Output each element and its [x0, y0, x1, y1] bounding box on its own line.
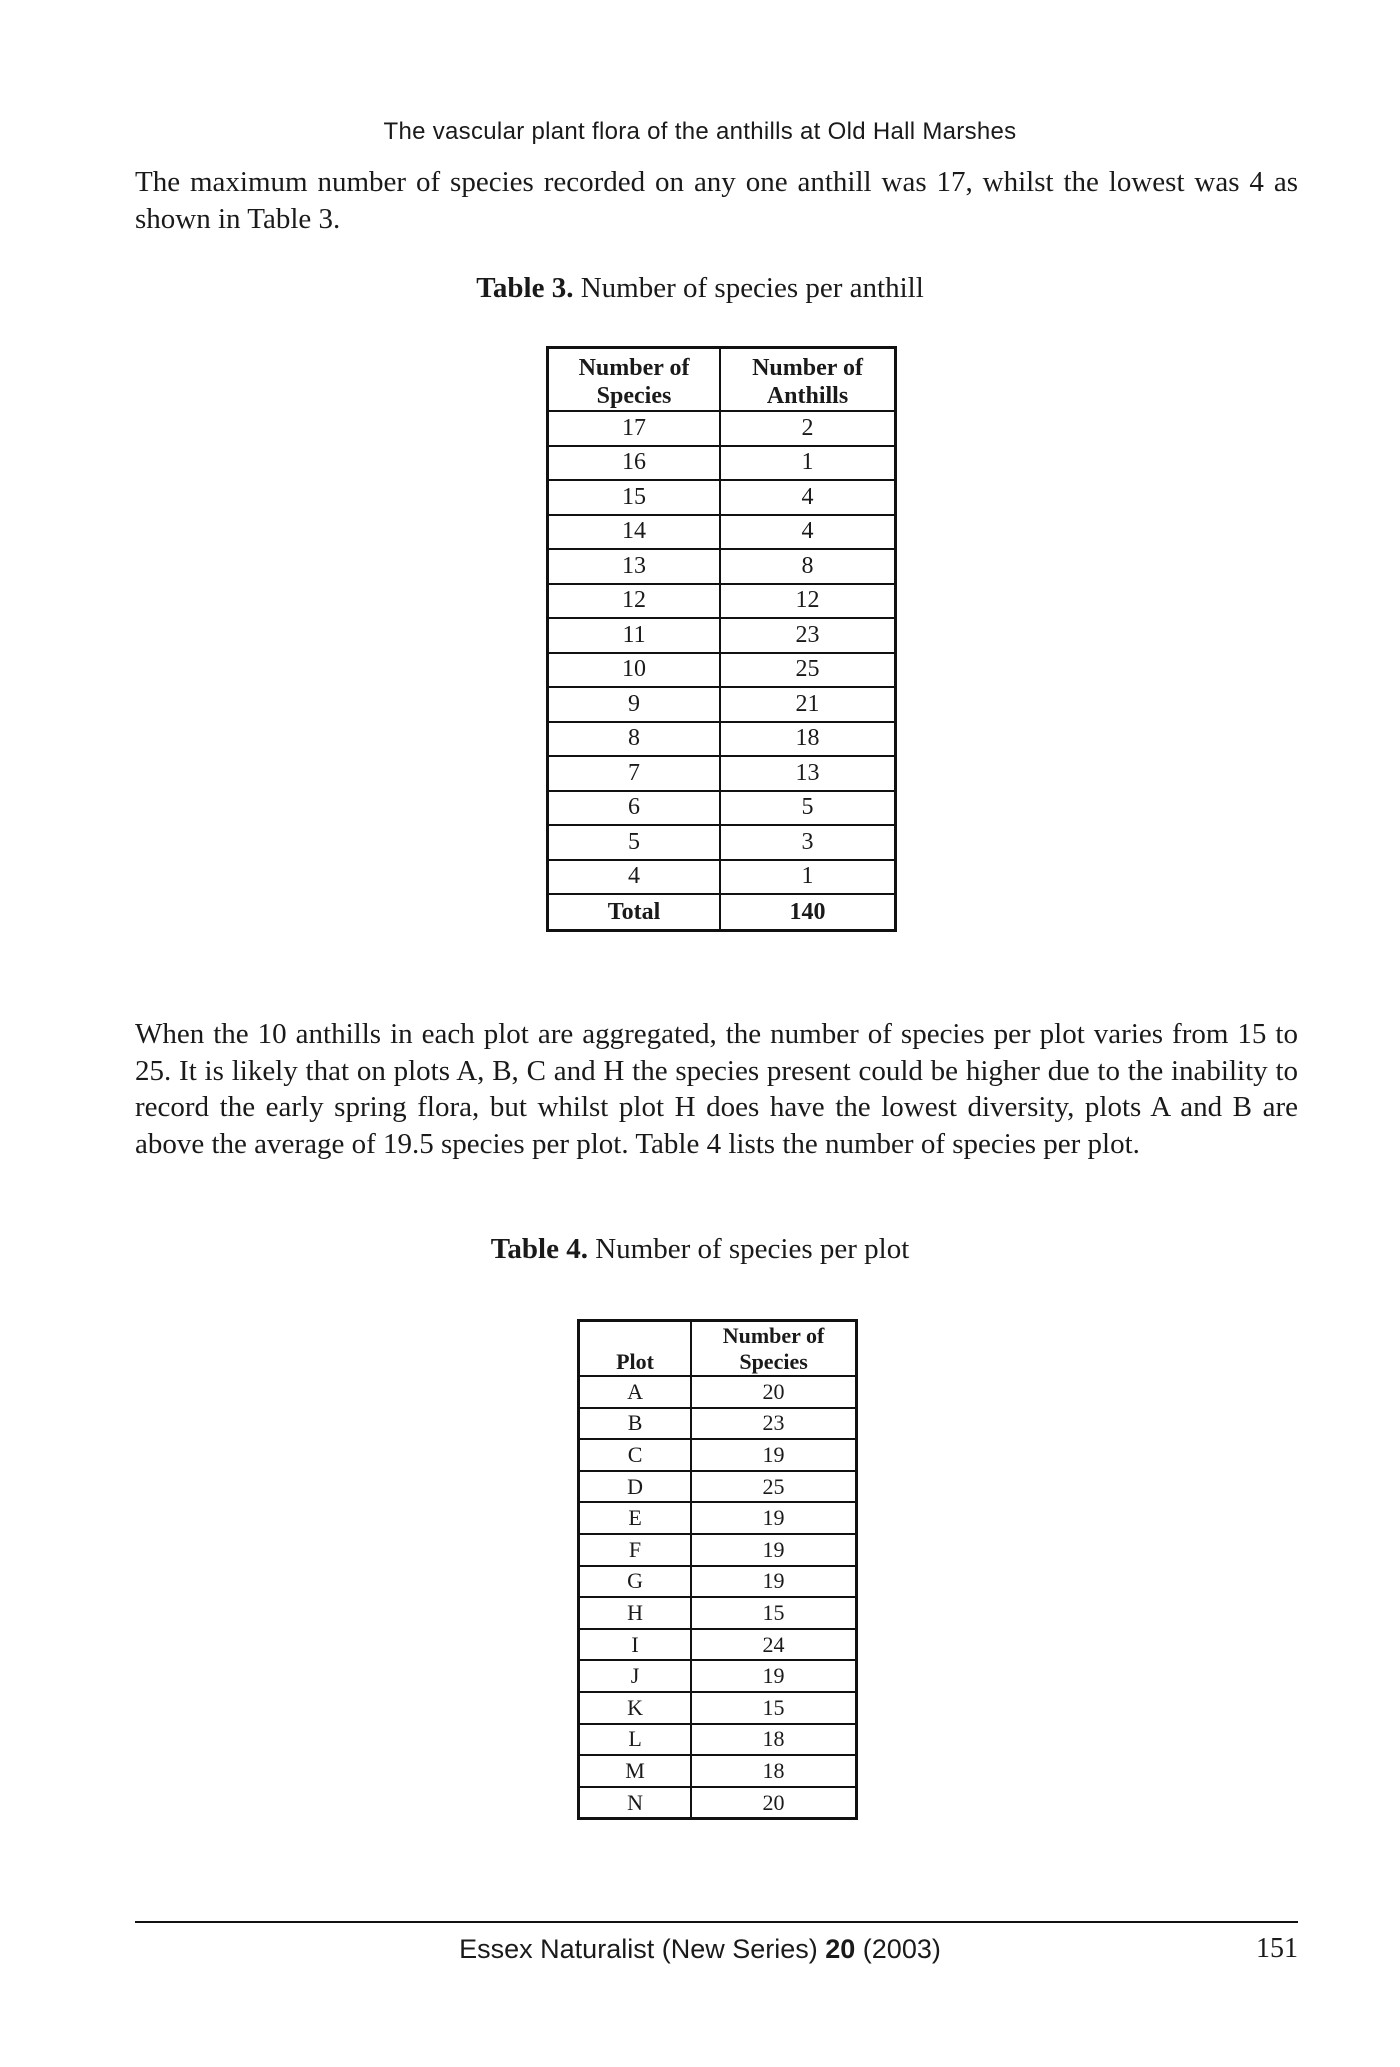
table-cell-value: 19: [691, 1534, 856, 1566]
table-cell-value: 8: [720, 549, 895, 584]
table-cell-key: 13: [548, 549, 721, 584]
header-plot: Plot: [579, 1321, 692, 1377]
total-value: 140: [720, 894, 895, 931]
table3-caption: [0, 272, 1400, 305]
table-row: [548, 756, 896, 791]
table-cell-value: 23: [720, 618, 895, 653]
table-row: [579, 1660, 857, 1692]
table-cell-key: K: [579, 1692, 692, 1724]
table-cell-value: 25: [691, 1471, 856, 1503]
table-cell-key: H: [579, 1597, 692, 1629]
table-row: [548, 825, 896, 860]
footer-divider: [135, 1921, 1298, 1923]
table-row: [548, 446, 896, 481]
table-row: [579, 1566, 857, 1598]
table-cell-key: 15: [548, 480, 721, 515]
table3-body: [548, 411, 896, 894]
table-header-row: [548, 348, 896, 412]
table-cell-value: 15: [691, 1692, 856, 1724]
table-cell-value: 19: [691, 1502, 856, 1534]
table-cell-value: 18: [691, 1755, 856, 1787]
table-row: [579, 1534, 857, 1566]
table-cell-value: 15: [691, 1597, 856, 1629]
table-cell-value: 21: [720, 687, 895, 722]
table-cell-value: 20: [691, 1376, 856, 1408]
table-cell-value: 4: [720, 480, 895, 515]
table-cell-value: 18: [720, 722, 895, 757]
journal-citation: [0, 1934, 1400, 1965]
table-cell-value: 3: [720, 825, 895, 860]
table-cell-key: J: [579, 1660, 692, 1692]
paragraph-intro: The maximum number of species recorded on any one anthill was 17, whilst the lowest was 4 as shown in Table 3.: [135, 166, 1298, 235]
table-row: [579, 1502, 857, 1534]
table-row: [579, 1724, 857, 1756]
table-row: [579, 1408, 857, 1440]
table-row: [548, 791, 896, 826]
table-cell-key: 9: [548, 687, 721, 722]
table-cell-value: 23: [691, 1408, 856, 1440]
table-cell-key: E: [579, 1502, 692, 1534]
table-cell-key: L: [579, 1724, 692, 1756]
table-cell-value: 18: [691, 1724, 856, 1756]
table-cell-key: 5: [548, 825, 721, 860]
table-row: [579, 1376, 857, 1408]
table-cell-value: 24: [691, 1629, 856, 1661]
table-cell-value: 1: [720, 446, 895, 481]
table-cell-value: 13: [720, 756, 895, 791]
table-cell-value: 19: [691, 1566, 856, 1598]
table-row: [548, 653, 896, 688]
table-row: [548, 722, 896, 757]
table-cell-key: B: [579, 1408, 692, 1440]
table-cell-key: 8: [548, 722, 721, 757]
table-row: [548, 584, 896, 619]
header-number-of-species: Number of Species: [548, 348, 721, 412]
table-cell-key: M: [579, 1755, 692, 1787]
table-row: [579, 1629, 857, 1661]
table-cell-key: 17: [548, 411, 721, 446]
table-row: [548, 687, 896, 722]
table-cell-key: A: [579, 1376, 692, 1408]
header-number-of-anthills: Number of Anthills: [720, 348, 895, 412]
table-row: [579, 1597, 857, 1629]
table-cell-value: 2: [720, 411, 895, 446]
table-cell-key: 16: [548, 446, 721, 481]
total-label: Total: [548, 894, 721, 931]
table3-caption-text: Number of species per anthill: [573, 272, 924, 304]
table-row: [579, 1439, 857, 1471]
table-row: [579, 1471, 857, 1503]
table-row: [548, 515, 896, 550]
table-cell-key: 7: [548, 756, 721, 791]
table-cell-key: N: [579, 1787, 692, 1819]
table-row: [579, 1755, 857, 1787]
header-number-of-species: Number of Species: [691, 1321, 856, 1377]
table-row: [579, 1692, 857, 1724]
table-row: [548, 618, 896, 653]
table-cell-key: 12: [548, 584, 721, 619]
table-cell-value: 25: [720, 653, 895, 688]
table-cell-key: 6: [548, 791, 721, 826]
table-cell-value: 19: [691, 1660, 856, 1692]
journal-name: Essex Naturalist (New Series): [459, 1934, 826, 1964]
table4-caption-label: Table 4.: [490, 1233, 588, 1265]
table-cell-value: 5: [720, 791, 895, 826]
running-head: The vascular plant flora of the anthills at Old Hall Marshes: [383, 118, 1017, 145]
table-row: [548, 549, 896, 584]
table3-caption-label: Table 3.: [476, 272, 574, 304]
table-cell-value: 20: [691, 1787, 856, 1819]
table-cell-value: 12: [720, 584, 895, 619]
journal-year: (2003): [855, 1934, 941, 1964]
table-cell-key: 14: [548, 515, 721, 550]
paragraph-plots: When the 10 anthills in each plot are aggregated, the number of species per plot varies from 15 to 25. It is likely that on plots A, B, C and H the species present could be higher due to the inability to record the early spring flora, but whilst plot H does have the lowest diversity, plots A and B are above the average of 19.5 species per plot. Table 4 lists the number of species per plot.: [135, 1018, 1298, 1160]
table-cell-value: 19: [691, 1439, 856, 1471]
table-cell-key: C: [579, 1439, 692, 1471]
table-cell-key: F: [579, 1534, 692, 1566]
table4-caption: [0, 1233, 1400, 1266]
table-row: [548, 480, 896, 515]
table-cell-key: 11: [548, 618, 721, 653]
table4-caption-text: Number of species per plot: [587, 1233, 910, 1265]
table-header-row: [579, 1321, 857, 1377]
table-cell-value: 1: [720, 860, 895, 895]
species-per-anthill-table: [546, 346, 897, 932]
table-row: [579, 1787, 857, 1819]
journal-volume: 20: [825, 1934, 856, 1964]
table-cell-key: D: [579, 1471, 692, 1503]
page-number: 151: [1256, 1933, 1298, 1964]
species-per-plot-table: [577, 1319, 858, 1820]
table-row: [548, 411, 896, 446]
table-cell-key: 4: [548, 860, 721, 895]
table-row: [548, 860, 896, 895]
table-cell-key: 10: [548, 653, 721, 688]
table-cell-key: I: [579, 1629, 692, 1661]
table4-body: [579, 1376, 857, 1819]
table-total-row: [548, 894, 896, 931]
table-cell-value: 4: [720, 515, 895, 550]
table-cell-key: G: [579, 1566, 692, 1598]
